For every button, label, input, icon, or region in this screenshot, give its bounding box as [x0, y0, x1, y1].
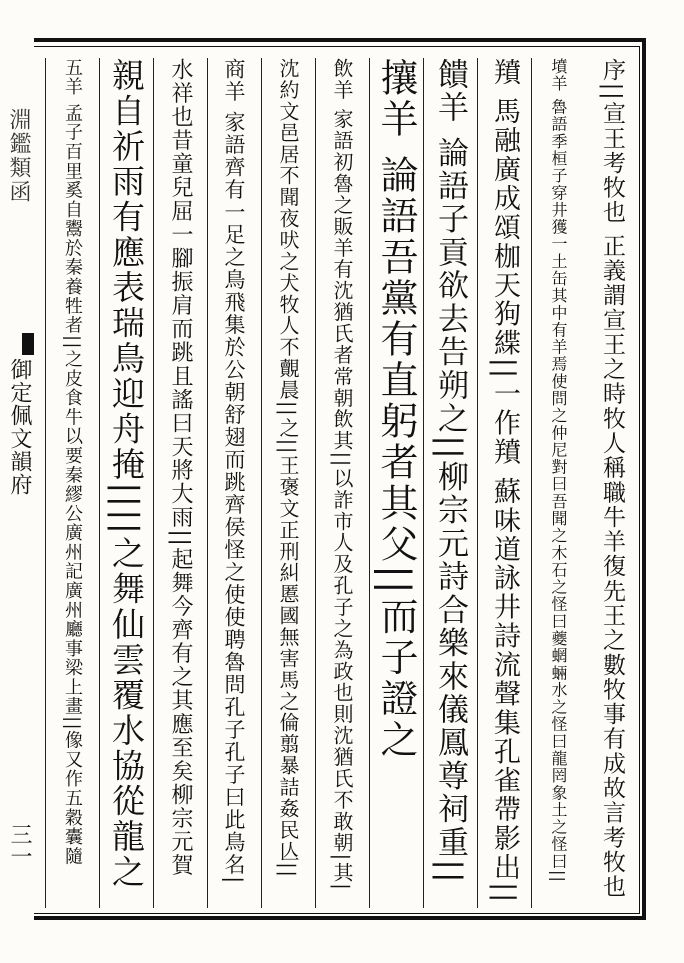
text-column-8: 商羊 家語齊有一足之鳥飛集於公朝舒翅而跳齊侯怪之使使聘魯問孔子孔子曰此鳥名|	[207, 58, 260, 908]
text-column-5: 攘羊 論語吾黨有直躬者其父||而子證之	[369, 58, 422, 908]
text-columns	[44, 58, 638, 908]
text-column-3: 羵 馬融廣成頌枷天狗緤||一作羵 蘇味道詠井詩流聲集孔雀帶影出||	[477, 58, 530, 908]
text-column-10: 親自祈雨有應表瑞鳥迎舟掩||||之舞仙雲覆水協從龍之	[99, 58, 152, 908]
fishtail-mark-icon	[22, 333, 34, 355]
text-column-7: 沈約文邑居不聞夜吠之犬牧人不覿晨||之||王褒文正刑糾慝國無害馬之倫翦暴詰姦民亾||	[261, 58, 314, 908]
page-number: 三一	[7, 823, 32, 867]
text-column-11: 五羊 孟子百里奚自鬻於秦養牲者||之皮食牛以要秦繆公廣州記廣州廳事梁上畫||像又作五穀囊隨	[45, 58, 98, 908]
margin-book-title: 淵鑑類函	[6, 108, 31, 204]
text-column-1: 序||宣王考牧也 正義謂宣王之時牧人稱職牛羊復先王之數牧事有成故言考牧也	[599, 58, 625, 899]
text-column-9: 水祥也昔童兒屈一腳振肩而跳且謠曰天將大雨||起舞今齊有之其應至矣柳宗元賀	[153, 58, 206, 908]
text-column-6: 飲羊 家語初魯之販羊有沈猶氏者常朝飲其||以詐市人及孔子之為政也則沈猶氏不敢朝|其|	[315, 58, 368, 908]
text-column-2: 墳羊 魯語季桓子穿井獲一土缶其中有羊焉使問之仲尼對曰吾聞之木石之怪曰夔蝄蜽水之怪曰龍罔象土之怪曰||	[531, 58, 584, 908]
text-column-4: 饋羊 論語子貢欲去告朔之||柳宗元詩合樂來儀鳳尊祠重||	[423, 58, 476, 908]
margin-subtitle: 御定佩文韻府	[7, 358, 32, 496]
page-margin	[0, 38, 34, 920]
